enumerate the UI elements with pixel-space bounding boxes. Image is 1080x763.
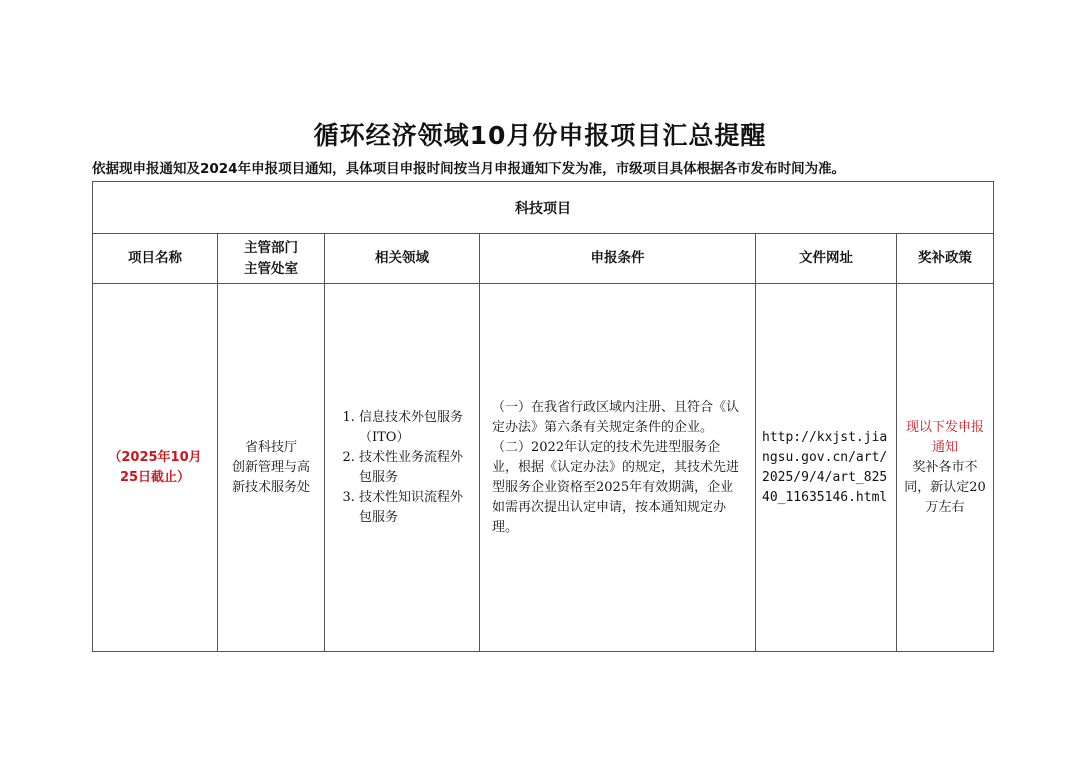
table-row — [93, 284, 994, 652]
field-item: 3. 技术性知识流程外包服务 — [359, 488, 471, 528]
header-project-name: 项目名称 — [93, 234, 218, 284]
fields-list — [337, 408, 471, 528]
department-cell — [218, 284, 325, 652]
header-conditions: 申报条件 — [480, 234, 756, 284]
fields-cell — [325, 284, 480, 652]
policy-notice: 现以下发申报通知 — [905, 419, 984, 455]
document-url-link[interactable]: http://kxjst.jiangsu.gov.cn/art/2025/9/4/art_82540_11635146.html — [762, 429, 888, 505]
header-url: 文件网址 — [756, 234, 897, 284]
header-department — [218, 234, 325, 284]
conditions-cell — [480, 284, 756, 652]
policy-cell — [897, 284, 994, 652]
document-subtitle: 依据现申报通知及2024年申报项目通知，具体项目申报时间按当月申报通知下发为准，市级项目具体根据各市发布时间为准。 — [92, 161, 846, 177]
document-title: 循环经济领域10月份申报项目汇总提醒 — [313, 121, 767, 150]
header-department-line2: 主管处室 — [244, 260, 298, 277]
deadline-line2: 25日截止） — [119, 469, 191, 485]
condition-1: （一）在我省行政区域内注册、且符合《认定办法》第六条有关规定条件的企业。 — [492, 399, 740, 435]
department-line2: 创新管理与高 — [231, 459, 310, 475]
department-line3: 新技术服务处 — [231, 479, 310, 495]
deadline-line1: （2025年10月 — [108, 449, 202, 465]
header-policy: 奖补政策 — [897, 234, 994, 284]
section-header: 科技项目 — [93, 182, 994, 234]
department-line1: 省科技厅 — [244, 439, 297, 455]
policy-text: 奖补各市不同，新认定20万左右 — [904, 459, 986, 515]
url-cell — [756, 284, 897, 652]
project-deadline — [93, 284, 218, 652]
projects-table — [92, 181, 994, 652]
field-item: 1. 信息技术外包服务（ITO） — [359, 408, 471, 448]
field-item: 2. 技术性业务流程外包服务 — [359, 448, 471, 488]
header-department-line1: 主管部门 — [244, 239, 298, 256]
header-fields: 相关领域 — [325, 234, 480, 284]
condition-2: （二）2022年认定的技术先进型服务企业，根据《认定办法》的规定，其技术先进型服务企业资格至2025年有效期满，企业如需再次提出认定申请，按本通知规定办理。 — [492, 439, 740, 535]
